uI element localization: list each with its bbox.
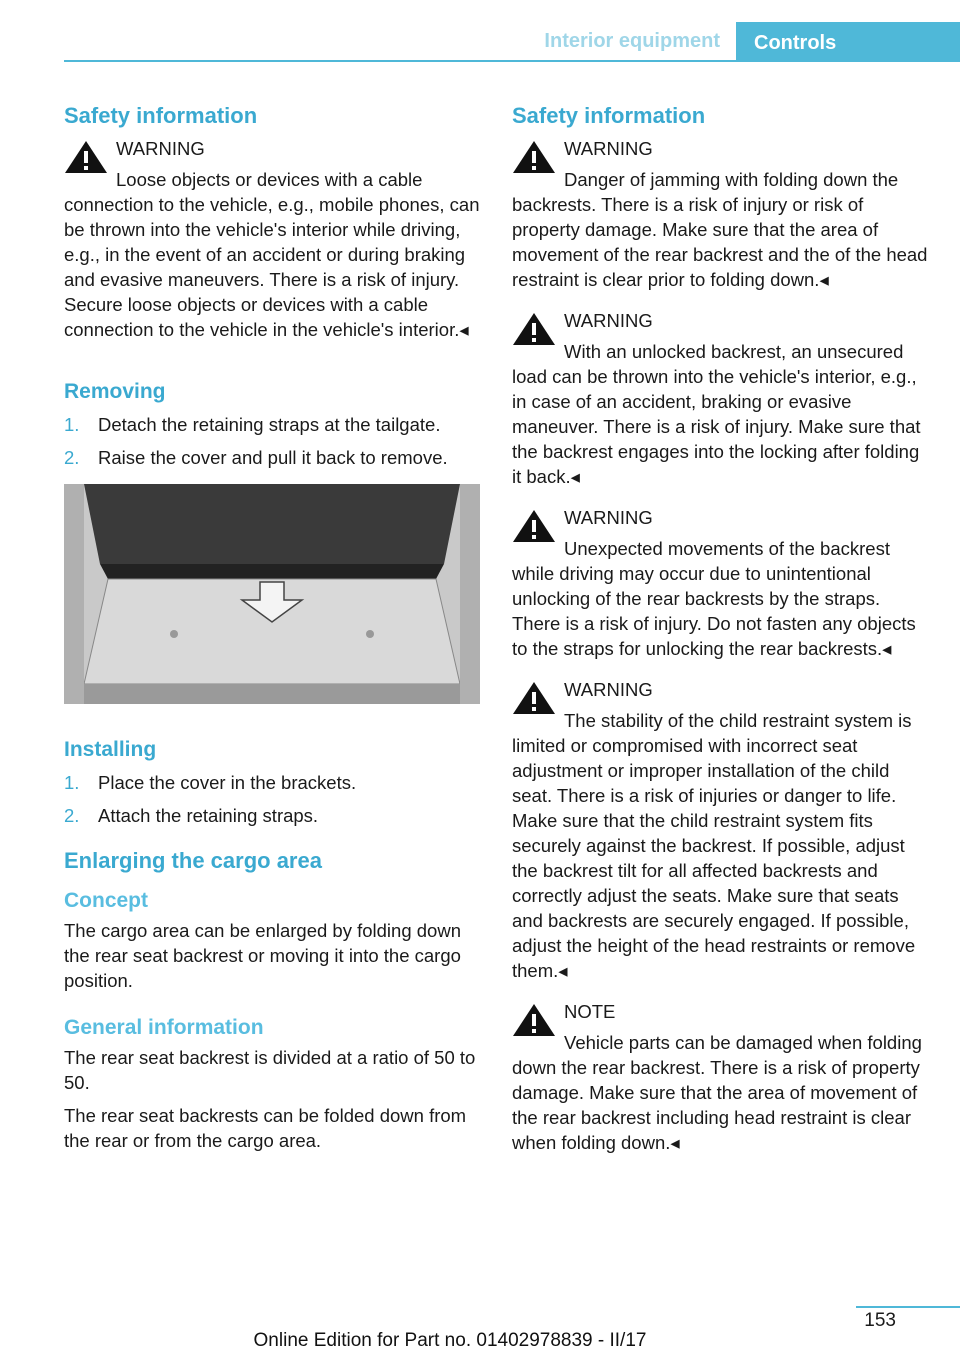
page-number: 153: [864, 1310, 896, 1331]
warning-title: WARNING: [564, 138, 653, 159]
installing-steps: [64, 770, 480, 828]
general-text: The rear seat backrests can be folded down from the rear or from the cargo area.: [64, 1105, 467, 1151]
warning-triangle-icon: [512, 509, 556, 543]
warning-text: With an unlocked backrest, an unsecured load can be thrown into the vehicle's interior, e.g., in case of an accident, braking or evasive maneuver. There is a risk of injury. Make sure that the backrest engages into the locking after folding it back.◂: [512, 341, 921, 487]
installing-heading: Installing: [64, 738, 157, 761]
warning-triangle-icon: [64, 140, 108, 174]
warning-text: Loose objects or devices with a cable connection to the vehicle, e.g., mobile phones, can be thrown into the vehicle's interior while driving, e.g., in the event of an accident or during braking and evasive maneuvers. There is a risk of injury. Secure loose objects or devices with a cable connection to the vehicle in the vehicle's interior.◂: [64, 169, 480, 340]
warning-box: [512, 677, 928, 983]
warning-box: [512, 136, 928, 292]
warning-title: WARNING: [564, 679, 653, 700]
warning-title: WARNING: [564, 310, 653, 331]
footer-rule: [856, 1306, 960, 1308]
header-section-title: Interior equipment: [544, 30, 720, 52]
removing-heading: Removing: [64, 380, 166, 403]
warning-box: [512, 308, 928, 489]
warning-triangle-icon: [512, 312, 556, 346]
left-column: [64, 100, 480, 1153]
warning-triangle-icon: [512, 140, 556, 174]
header-rule: [64, 60, 960, 62]
safety-information-heading: Safety information: [512, 103, 706, 128]
concept-heading: Concept: [64, 889, 148, 912]
warning-box: [64, 136, 480, 342]
removing-steps: [64, 412, 480, 470]
warning-triangle-icon: [512, 1003, 556, 1037]
safety-information-heading: Safety information: [64, 103, 258, 128]
warning-text: The stability of the child restraint system is limited or compromised with incorrect seat adjustment or improper installation of the child seat. There is a risk of injuries or danger to life. Make sure that the child restraint system fits securely against the backrest. If possible, adjust the backrest tilt for all affected backrests and correctly adjust the seats. Make sure that seats and backrests are securely engaged. If possible, adjust the height of the head restraints or remove them.◂: [512, 710, 916, 981]
general-text: The rear seat backrest is divided at a ratio of 50 to 50.: [64, 1047, 476, 1093]
list-item: 1. Detach the retaining straps at the tailgate.: [64, 414, 441, 435]
note-box: [512, 999, 928, 1155]
warning-text: Danger of jamming with folding down the backrests. There is a risk of injury or risk of property damage. Make sure that the area of movement of the rear backrest and the of the head restraint is clear prior to folding down.◂: [512, 169, 928, 290]
general-information-heading: General information: [64, 1016, 264, 1039]
edition-info: Online Edition for Part no. 01402978839 - II/17: [253, 1330, 647, 1351]
list-item: 2. Raise the cover and pull it back to remove.: [64, 447, 448, 468]
right-column: [512, 100, 928, 1171]
enlarging-cargo-heading: Enlarging the cargo area: [64, 848, 322, 873]
warning-triangle-icon: [512, 681, 556, 715]
warning-box: [512, 505, 928, 661]
cargo-cover-illustration: [64, 484, 480, 704]
page-footer: [0, 1306, 960, 1362]
header-chapter-tab: Controls: [736, 22, 960, 62]
note-title: NOTE: [564, 1001, 616, 1022]
list-item: 1. Place the cover in the brackets.: [64, 772, 357, 793]
warning-text: Unexpected movements of the backrest while driving may occur due to unintentional unlocking of the rear backrests by the straps. There is a risk of injury. Do not fasten any objects to the straps for unlocking the rear backrests.◂: [512, 538, 916, 659]
warning-title: WARNING: [116, 138, 205, 159]
warning-title: WARNING: [564, 507, 653, 528]
list-item: 2. Attach the retaining straps.: [64, 805, 319, 826]
note-text: Vehicle parts can be damaged when folding down the rear backrest. There is a risk of property damage. Make sure that the area of movement of the rear backrest including head restraint is clear when folding down.◂: [512, 1032, 922, 1153]
concept-text: The cargo area can be enlarged by folding down the rear seat backrest or moving it into the cargo position.: [64, 920, 461, 991]
